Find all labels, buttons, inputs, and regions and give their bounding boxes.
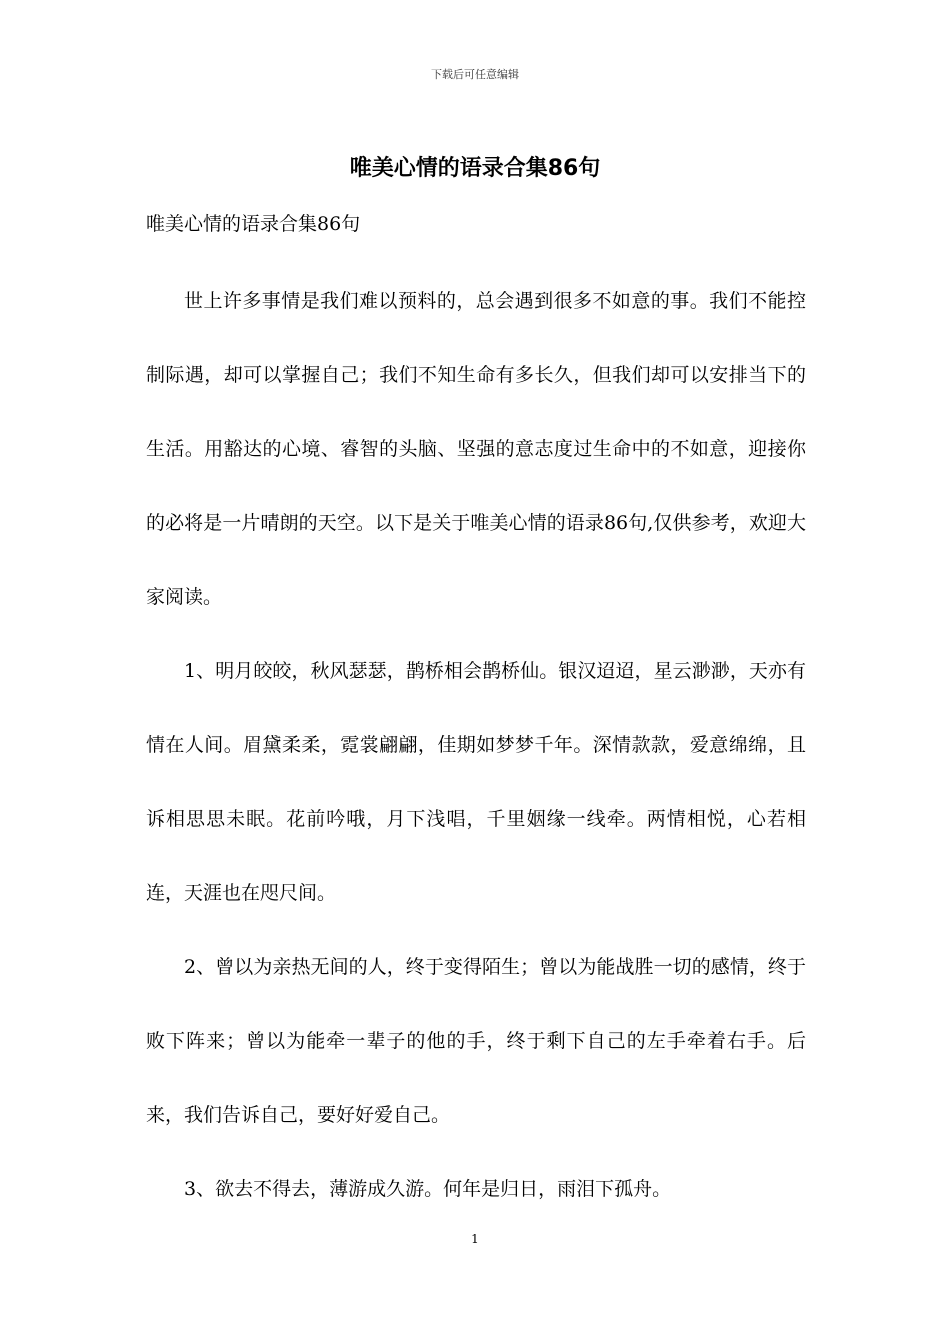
document-subtitle: 唯美心情的语录合集86句: [146, 213, 361, 235]
quote-paragraph-3: 3、欲去不得去，薄游成久游。何年是归日，雨泪下孤舟。: [184, 1178, 672, 1200]
page-number: 1: [471, 1232, 479, 1246]
quote-paragraph-2: 2、曾以为亲热无间的人，终于变得陌生；曾以为能战胜一切的感情，终于败下阵来；曾以为能牵一辈子的他的手，终于剩下自己的左手牵着右手。后来，我们告诉自己，要好好爱自己。: [146, 956, 806, 1126]
intro-paragraph: 世上许多事情是我们难以预料的，总会遇到很多不如意的事。我们不能控制际遇，却可以掌握自己；我们不知生命有多长久，但我们却可以安排当下的生活。用豁达的心境、睿智的头脑、坚强的意志度过生命中的不如意，迎接你的必将是一片晴朗的天空。以下是关于唯美心情的语录86句,仅供参考，欢迎大家阅读。: [146, 290, 806, 608]
document-title: 唯美心情的语录合集86句: [349, 156, 601, 181]
header-note: 下载后可任意编辑: [431, 68, 519, 81]
quote-paragraph-1: 1、明月皎皎，秋风瑟瑟，鹊桥相会鹊桥仙。银汉迢迢，星云渺渺，天亦有情在人间。眉黛柔柔，霓裳翩翩，佳期如梦梦千年。深情款款，爱意绵绵，且诉相思思未眠。花前吟哦，月下浅唱，千里姻缘一线牵。两情相悦，心若相连，天涯也在咫尺间。: [146, 660, 806, 904]
document-body: [146, 264, 806, 1226]
